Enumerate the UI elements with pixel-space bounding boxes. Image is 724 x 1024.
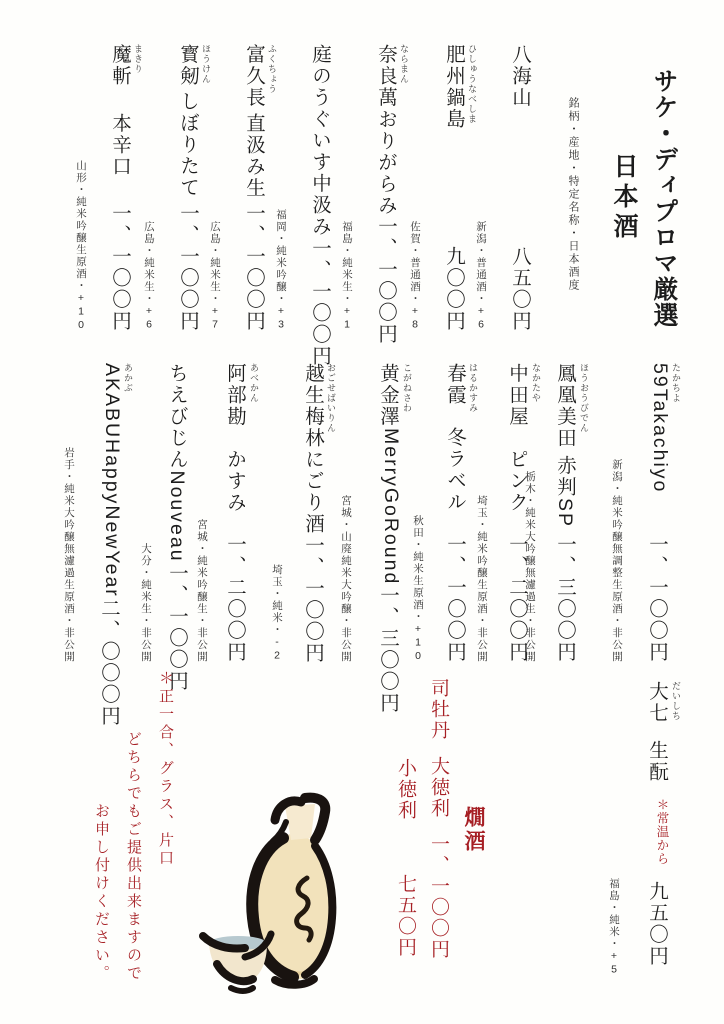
furigana-fukucho: ふくちょう (267, 44, 277, 94)
spec-note-makiri: 山形・純米吟醸生原酒・+10 (75, 159, 87, 332)
sake-entry-koganesawa (374, 363, 402, 714)
sake-name: AKABU (101, 363, 123, 440)
sake-product: 赤判SP (554, 454, 576, 528)
sake-entry-houou-biden (551, 363, 579, 663)
sake-entry-fukucho (240, 44, 268, 332)
sake-entry-harukasumi (441, 363, 469, 663)
sake-price: 一、一〇〇円 (444, 534, 466, 663)
kanshu-large-tokkuri (425, 678, 452, 960)
furigana-takachiyo: たかちよ (671, 363, 681, 403)
kanshu-size-label: 大徳利 (428, 756, 449, 819)
sake-price: 九〇〇円 (443, 246, 465, 332)
sake-name: 富久長 (243, 44, 265, 109)
spec-note-hakkaisan: 新潟・普通酒・+6 (475, 221, 487, 332)
sake-price: 一、一〇〇円 (646, 534, 668, 663)
spec-note-takachiyo: 新潟・純米吟醸無調整生原酒・非公開 (611, 459, 623, 663)
spec-note-fukucho: 広島・純米生・+7 (209, 221, 221, 332)
sake-entry-ogose-bairin (299, 363, 327, 663)
legend-note: 銘柄・産地・特定名称・日本酒度 (567, 97, 579, 292)
sake-product: 直汲み生 (243, 112, 265, 199)
sake-product: 本辛口 (109, 112, 131, 178)
sake-name: 寳剱 (177, 44, 199, 87)
furigana-daishichi: だいしち (671, 681, 681, 721)
spec-note-nakataya: 埼玉・純米吟醸生原酒・非公開 (476, 495, 488, 663)
kanshu-small-tokkuri (392, 758, 419, 958)
spec-note-niwa-no-uguisu: 福岡・純米吟醸・+3 (275, 209, 287, 332)
menu-title: サケ・ディプロマ厳選 (650, 68, 678, 328)
sake-name: 鳳凰美田 (554, 363, 576, 449)
sake-price: 一、二〇〇円 (506, 534, 528, 663)
furigana-makiri: まきり (133, 44, 143, 74)
sake-price: 一、一〇〇円 (177, 203, 199, 332)
sake-product: MerryGoRound (380, 427, 402, 585)
sake-name: 肥州鍋島 (443, 44, 465, 130)
sake-price: 一、三〇〇円 (554, 533, 576, 663)
sake-name: 春霞 (444, 363, 466, 406)
kanshu-size-label: 小徳利 (395, 758, 416, 821)
furigana-nakataya: なかたや (531, 363, 541, 403)
sake-entry-daishichi (643, 681, 671, 967)
furigana-houou-biden: ほうおうびでん (579, 363, 589, 433)
sake-name: 大七 (646, 681, 668, 724)
sake-name: 奈良萬 (375, 44, 397, 109)
spec-note-harukasumi: 秋田・純米生原酒・+10 (412, 514, 424, 663)
sake-name: 阿部勘 (224, 363, 246, 428)
sake-price: 一、一〇〇円 (309, 237, 331, 367)
sake-name: 黄金澤 (377, 363, 399, 428)
sake-entry-niwa-no-uguisu (306, 44, 334, 367)
spec-note-hishu-nabeshima: 佐賀・普通酒・+8 (409, 221, 421, 332)
sake-entry-chiebijin (163, 363, 191, 692)
spec-note-akabu: 岩手・純米大吟醸無濾過生原酒・非公開 (63, 447, 75, 663)
notice-line-3: お申し付けください。 (93, 803, 110, 983)
spec-note-houken: 広島・純米生・+6 (143, 221, 155, 332)
sake-price: 八五〇円 (509, 246, 531, 332)
sake-name: 越生梅林にごり酒 (302, 363, 324, 535)
sake-product: 生酛 (646, 739, 668, 783)
sake-product: 冬ラベル (444, 427, 466, 513)
sake-entry-hakkaisan (506, 44, 534, 332)
kanshu-heading: 燗酒 (462, 806, 485, 854)
sake-price: 一、一〇〇円 (166, 562, 188, 692)
spec-note-houou-biden: 栃木・純米大吟醸無濾過生・非公開 (524, 471, 536, 663)
sake-name: ちえびじんNouveau (166, 363, 188, 563)
sake-price: 九五〇円 (646, 881, 668, 967)
sake-price: 一、二〇〇円 (224, 534, 246, 663)
sake-price: 一、一〇〇円 (243, 203, 265, 332)
kanshu-price: 一、一〇〇円 (428, 834, 449, 960)
kanshu-brand: 司牡丹 (428, 678, 449, 741)
sake-entry-takachiyo (643, 363, 671, 663)
furigana-akabu: あかぶ (123, 363, 133, 393)
spec-note-abekan: 宮城・純米吟醸生・非公開 (196, 519, 208, 663)
spec-note-koganesawa: 宮城・山廃純米大吟醸・非公開 (340, 495, 352, 663)
spec-note-ogose-bairin: 埼玉・純米・-2 (271, 564, 283, 663)
notice-line-1: ＊正一合、グラス、片口 (157, 670, 174, 868)
notice-line-2: どちらでもご提供出来ますので (125, 731, 142, 983)
sake-product: 中汲み (309, 173, 331, 238)
sake-entry-naraman (372, 44, 400, 345)
section-heading-nihonshu: 日本酒 (610, 153, 638, 243)
furigana-houken: ほうけん (201, 44, 211, 84)
sake-entry-houken (174, 44, 202, 332)
furigana-ogose-bairin: おごせばいりん (326, 363, 336, 433)
sake-name: 庭のうぐいす (309, 44, 331, 173)
sake-product: HappyNewYear (101, 439, 123, 598)
sake-price: 一、一〇〇円 (375, 216, 397, 345)
tokkuri-and-sake-cup-icon (193, 786, 343, 998)
spec-note-daishichi: 福島・純米・+5 (608, 878, 620, 977)
sake-price: 一、一〇〇円 (109, 203, 131, 332)
furigana-abekan: あべかん (249, 363, 259, 403)
sake-product: ピンク (506, 448, 528, 513)
sake-entry-hishu-nabeshima (440, 44, 468, 332)
spec-note-chiebijin: 大分・純米生・非公開 (140, 543, 152, 663)
furigana-hishu-nabeshima: ひしゅうなべしま (467, 44, 477, 124)
sake-entry-akabu (95, 363, 123, 727)
sake-name: 八海山 (509, 44, 531, 109)
sake-entry-nakataya (503, 363, 531, 663)
sake-product: おりがらみ (375, 108, 397, 216)
furigana-naraman: ならまん (399, 44, 409, 84)
kanshu-price: 七五〇円 (395, 874, 416, 958)
furigana-koganesawa: こがねさわ (402, 363, 412, 413)
sake-product: しぼりたて (177, 91, 199, 199)
sake-price: 一、一〇〇円 (302, 535, 324, 664)
sake-name: 中田屋 (506, 363, 528, 428)
spec-note-naraman: 福島・純米生・+1 (341, 221, 353, 332)
serving-temp-note: ＊常温から (655, 798, 669, 866)
sake-product: かすみ (224, 448, 246, 513)
sake-entry-abekan (221, 363, 249, 663)
sake-price: 一、三〇〇円 (377, 584, 399, 714)
furigana-harukasumi: はるかすみ (468, 363, 478, 413)
sake-entry-makiri (106, 44, 134, 332)
sake-price: 二、〇〇〇円 (98, 597, 120, 727)
sake-name: 魔斬 (109, 44, 131, 87)
sake-name: 59Takachiyo (649, 363, 671, 494)
